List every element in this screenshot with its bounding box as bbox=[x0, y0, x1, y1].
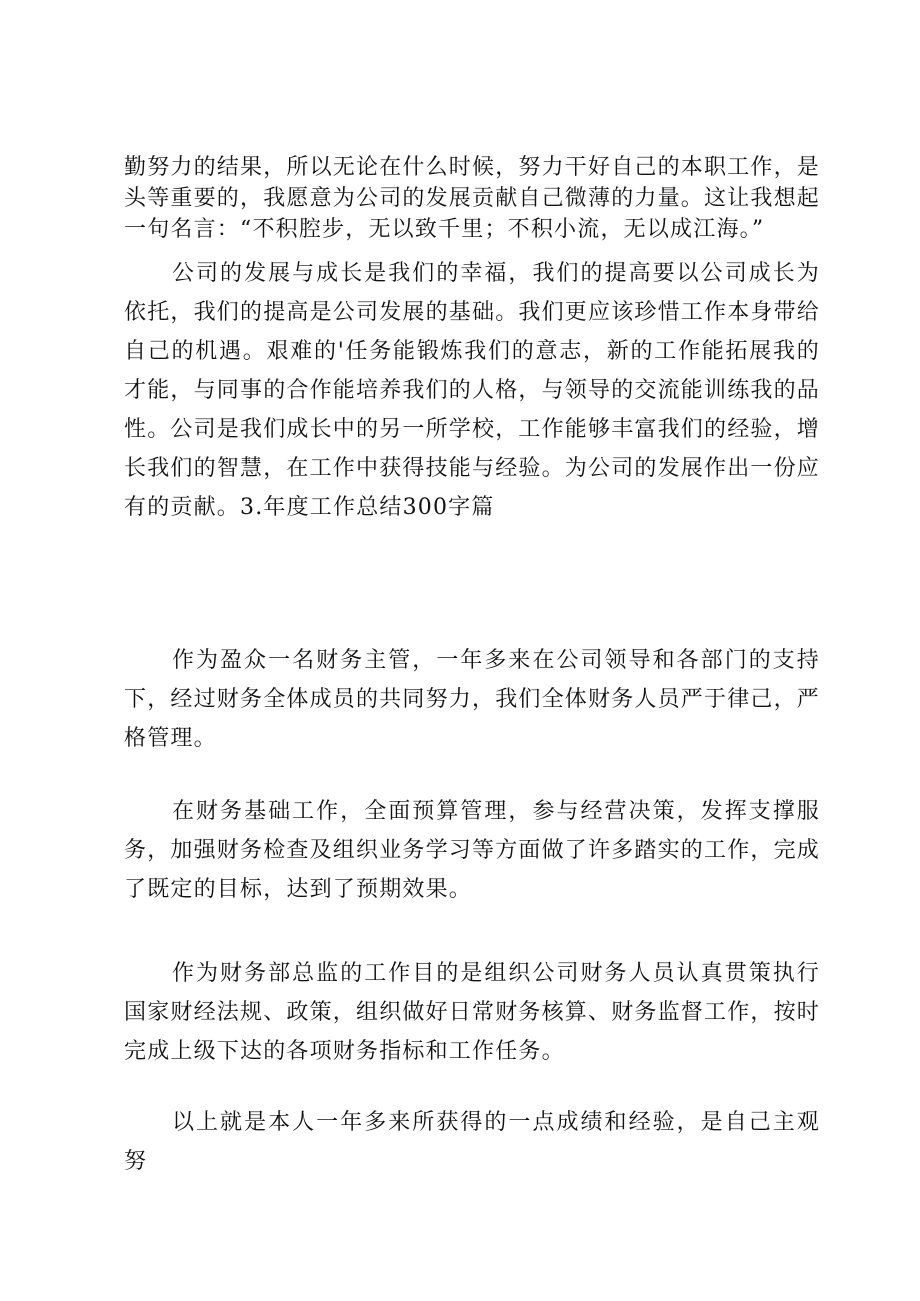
paragraph-summary: 以上就是本人一年多来所获得的一点成绩和经验，是自己主观努 bbox=[124, 1110, 820, 1174]
paragraph-finance-work: 在财务基础工作，全面预算管理，参与经营决策，发挥支撑服务，加强财务检查及组织业务学习等方面做了许多踏实的工作，完成了既定的目标，达到了预期效果。 bbox=[124, 799, 821, 902]
paragraph-continuation: 勤努力的结果，所以无论在什么时候，努力干好自己的本职工作，是头等重要的，我愿意为公司的发展贡献自己微薄的力量。这让我想起一句名言：“不积腔步，无以致千里；不积小流，无以成江海。” bbox=[124, 155, 821, 242]
paragraph-finance-director: 作为财务部总监的工作目的是组织公司财务人员认真贯策执行国家财经法规、政策，组织做好日常财务核算、财务监督工作，按时完成上级下达的各项财务指标和工作任务。 bbox=[124, 961, 821, 1064]
paragraph-company-growth: 公司的发展与成长是我们的幸福，我们的提高要以公司成长为依托，我们的提高是公司发展的基础。我们更应该珍惜工作本身带给自己的机遇。艰难的'任务能锻炼我们的意志，新的工作能拓展我的才能，与同事的合作能培养我们的人格，与领导的交流能训练我的品性。公司是我们成长中的另一所学校，工作能够丰富我们的经验，增长我们的智慧，在工作中获得技能与经验。为公司的发展作出一份应有的贡献。3.年度工作总结300字篇 bbox=[124, 261, 821, 520]
paragraph-finance-supervisor: 作为盈众一名财务主管，一年多来在公司领导和各部门的支持下，经过财务全体成员的共同努力，我们全体财务人员严于律己，严格管理。 bbox=[124, 648, 821, 751]
